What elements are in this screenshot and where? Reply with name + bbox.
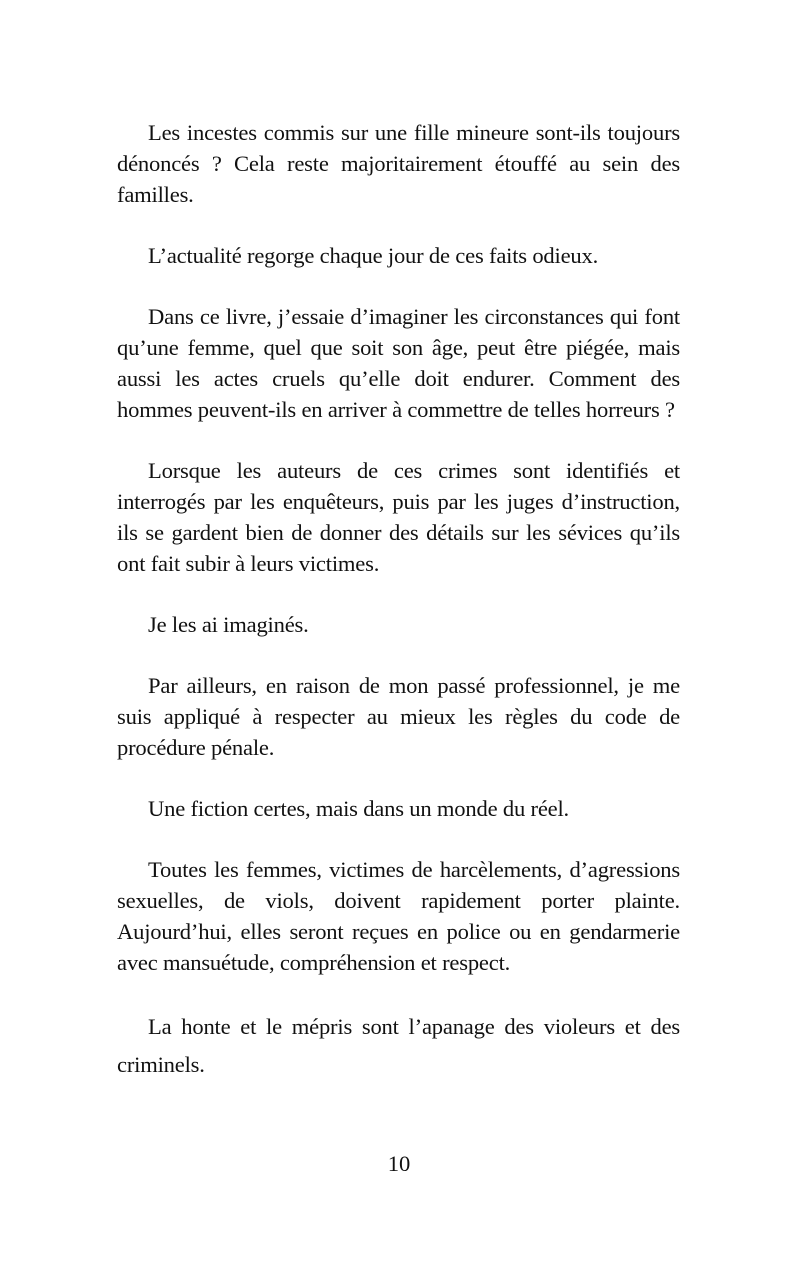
paragraph-fiction: Une fiction certes, mais dans un monde du réel. [148,796,570,821]
paragraph-incest-question: Les incestes commis sur une fille mineure sont-ils toujours dénoncés ? Cela reste majoritairement étouffé au sein des familles. [117,120,680,207]
paragraph-perpetrators: Lorsque les auteurs de ces crimes sont identifiés et interrogés par les enquêteurs, puis par les juges d’instruction, ils se gardent bien de donner des détails sur les sévices qu’ils ont fait subir à leurs victimes. [117,458,680,576]
paragraph-file-complaint: Toutes les femmes, victimes de harcèlements, d’agressions sexuelles, de viols, doivent rapidement porter plainte. Aujourd’hui, elles seront reçues en police ou en gendarmerie avec mansuétude, compréhension et respect. [117,857,680,975]
paragraph-procedure: Par ailleurs, en raison de mon passé professionnel, je me suis appliqué à respecter au mieux les règles du code de procédure pénale. [117,673,680,760]
page-body [117,117,680,1114]
paragraph-shame: La honte et le mépris sont l’apanage des violeurs et des criminels. [117,1014,680,1077]
page-number: 10 [387,1151,411,1176]
paragraph-imagined: Je les ai imaginés. [148,612,309,637]
paragraph-news: L’actualité regorge chaque jour de ces faits odieux. [148,243,599,268]
paragraph-book-purpose: Dans ce livre, j’essaie d’imaginer les circonstances qui font qu’une femme, quel que soit son âge, peut être piégée, mais aussi les actes cruels qu’elle doit endurer. Comment des hommes peuvent-ils en arriver à commettre de telles horreurs ? [117,304,680,422]
